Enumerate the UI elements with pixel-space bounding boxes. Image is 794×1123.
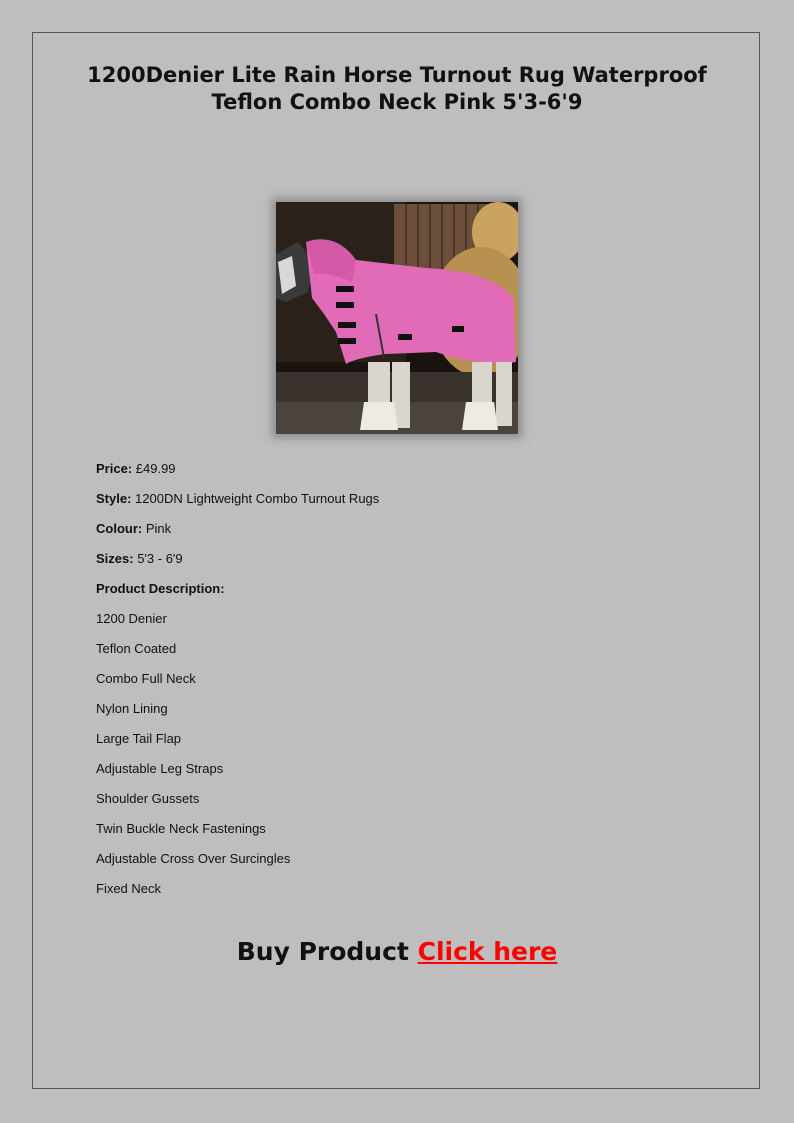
sizes-value: 5'3 - 6'9 (137, 551, 183, 566)
price-value: £49.99 (135, 461, 176, 476)
feature-item: Teflon Coated (96, 641, 177, 656)
title-line-1: 1200Denier Lite Rain Horse Turnout Rug Waterproof (87, 63, 707, 87)
colour-value: Pink (145, 521, 172, 536)
feature-item: Adjustable Leg Straps (96, 761, 224, 776)
style-row (96, 490, 379, 520)
title-line-2: Teflon Combo Neck Pink 5'3-6'9 (211, 90, 583, 114)
colour-row (96, 520, 379, 550)
buy-product-line (0, 937, 794, 966)
product-details (96, 460, 379, 910)
style-value: 1200DN Lightweight Combo Turnout Rugs (135, 491, 380, 506)
price-label: Price: (96, 461, 133, 476)
price-row (96, 460, 379, 490)
feature-item: Large Tail Flap (96, 731, 182, 746)
feature-item: Twin Buckle Neck Fastenings (96, 821, 266, 836)
product-photo (276, 202, 518, 434)
description-heading (96, 580, 379, 610)
feature-item: Adjustable Cross Over Surcingles (96, 851, 291, 866)
feature-item: Fixed Neck (96, 881, 162, 896)
feature-item: Shoulder Gussets (96, 791, 200, 806)
buy-click-here-link[interactable]: Click here (417, 937, 558, 966)
style-label: Style: (96, 491, 132, 506)
buy-product-label: Buy Product (236, 937, 409, 966)
colour-label: Colour: (96, 521, 143, 536)
sizes-row (96, 550, 379, 580)
feature-item: Nylon Lining (96, 701, 168, 716)
description-label: Product Description: (96, 581, 225, 596)
product-title (60, 62, 734, 116)
sizes-label: Sizes: (96, 551, 134, 566)
feature-item: Combo Full Neck (96, 671, 196, 686)
feature-item: 1200 Denier (96, 611, 167, 626)
